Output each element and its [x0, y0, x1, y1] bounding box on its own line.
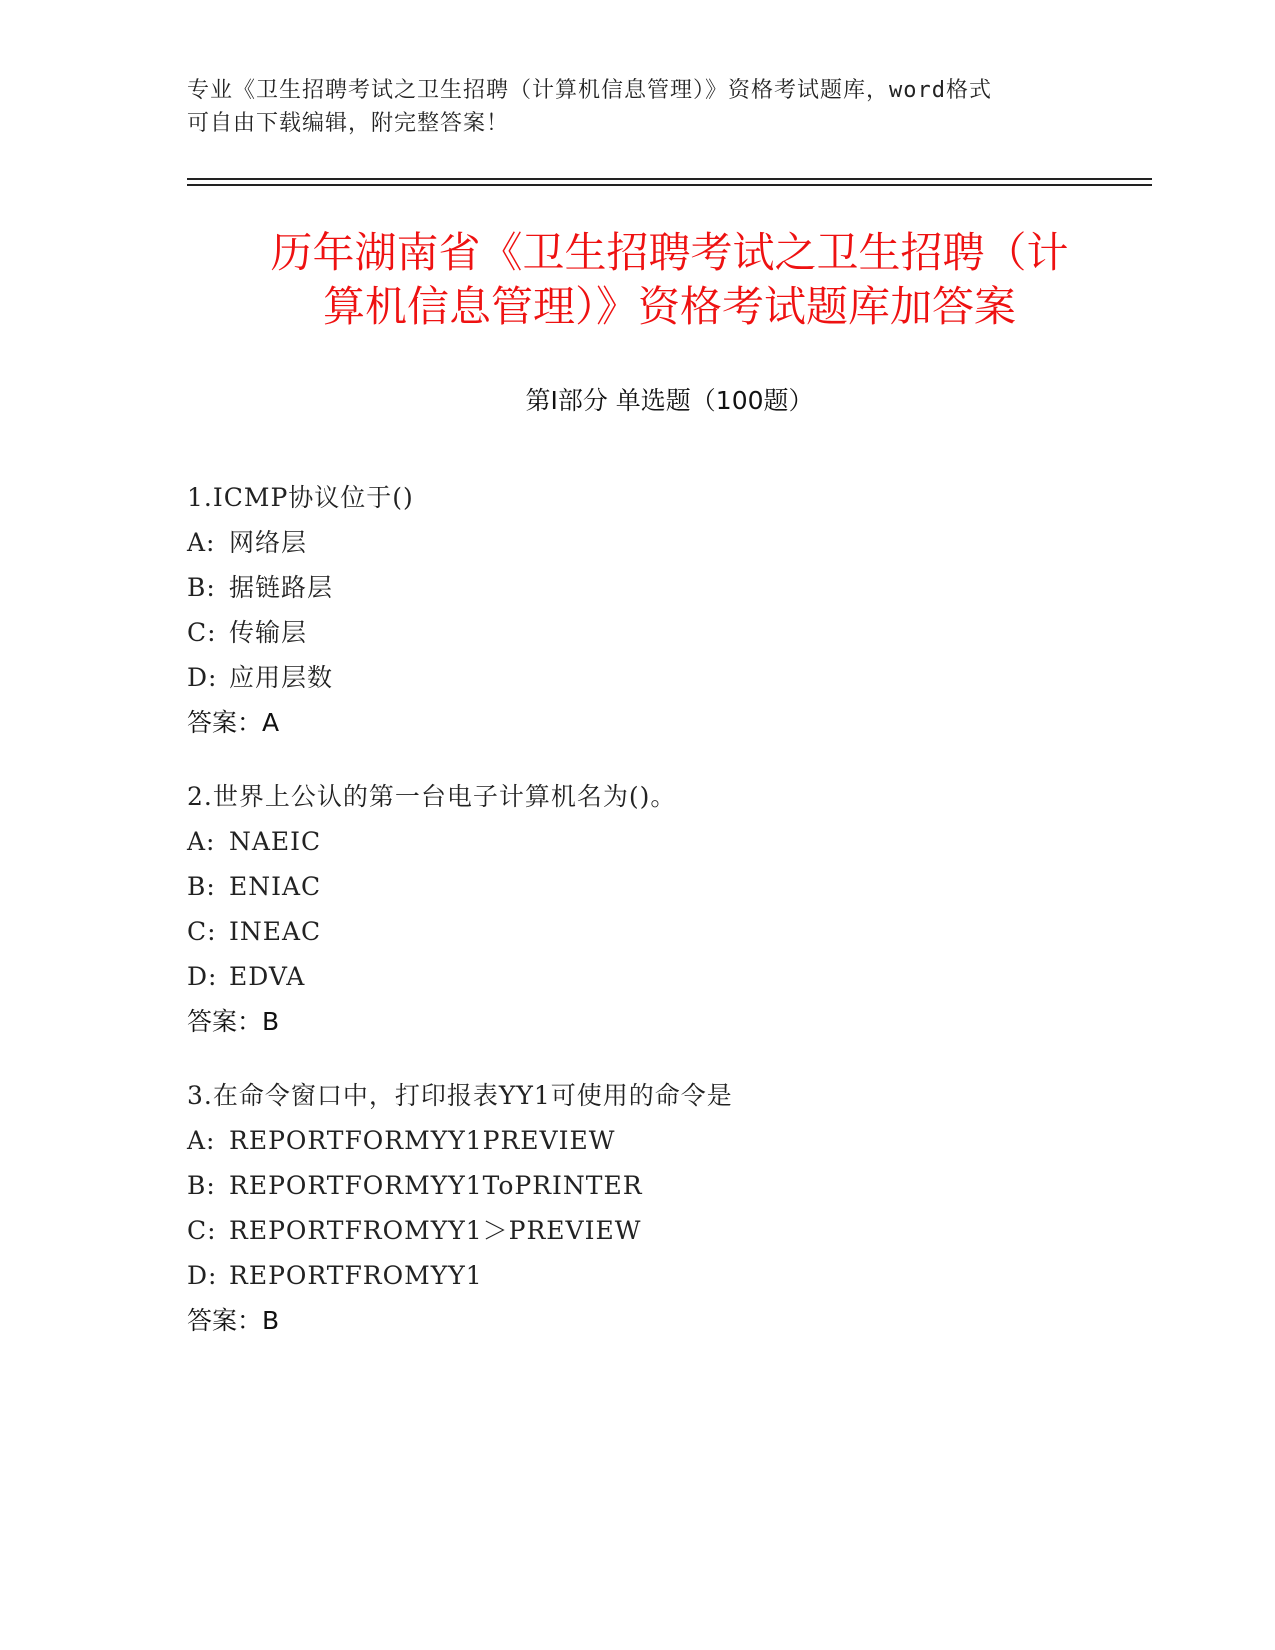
- option-d: [187, 1253, 1152, 1298]
- option-text: ENIAC: [229, 872, 322, 901]
- option-d: [187, 655, 1152, 700]
- option-label: D:: [187, 962, 218, 991]
- option-label: A:: [187, 827, 216, 856]
- question-3: [187, 1073, 1152, 1343]
- section-title: 第Ⅰ部分 单选题（100题）: [525, 386, 814, 415]
- option-text: 据链路层: [229, 573, 334, 602]
- option-b: [187, 1163, 1152, 1208]
- header-divider-bottom: [187, 184, 1152, 186]
- option-c: [187, 610, 1152, 655]
- option-label: D:: [187, 1261, 218, 1290]
- question-1: [187, 475, 1152, 745]
- option-label: B:: [187, 872, 216, 901]
- option-text: REPORTFORMYY1PREVIEW: [229, 1126, 616, 1155]
- option-label: D:: [187, 663, 218, 692]
- option-text: REPORTFORMYY1ToPRINTER: [229, 1171, 643, 1200]
- option-a: [187, 1118, 1152, 1163]
- option-text: 应用层数: [229, 663, 334, 692]
- option-a: [187, 819, 1152, 864]
- option-label: C:: [187, 618, 217, 647]
- question-text: 2.世界上公认的第一台电子计算机名为()。: [187, 782, 677, 811]
- answer-text: 答案：A: [187, 708, 280, 737]
- option-label: A:: [187, 528, 216, 557]
- option-text: 网络层: [229, 528, 308, 557]
- answer-text: 答案：B: [187, 1306, 280, 1335]
- option-text: 传输层: [229, 618, 308, 647]
- option-label: C:: [187, 917, 217, 946]
- header-note-line-1: 专业《卫生招聘考试之卫生招聘（计算机信息管理）》资格考试题库，word格式: [187, 78, 992, 103]
- answer-text: 答案：B: [187, 1007, 280, 1036]
- question-text: 1.ICMP协议位于(): [187, 483, 414, 512]
- option-a: [187, 520, 1152, 565]
- option-label: A:: [187, 1126, 216, 1155]
- option-text: EDVA: [229, 962, 306, 991]
- option-b: [187, 565, 1152, 610]
- option-b: [187, 864, 1152, 909]
- header-note-line-2: 可自由下载编辑，附完整答案！: [187, 111, 510, 136]
- document-title: [187, 226, 1152, 334]
- option-label: C:: [187, 1216, 217, 1245]
- option-text: NAEIC: [229, 827, 322, 856]
- document-title-line-2: 算机信息管理）》资格考试题库加答案: [322, 282, 1016, 331]
- option-text: REPORTFROMYY1＞PREVIEW: [229, 1216, 642, 1245]
- option-c: [187, 909, 1152, 954]
- option-label: B:: [187, 1171, 216, 1200]
- option-text: REPORTFROMYY1: [229, 1261, 483, 1290]
- header-divider-top: [187, 178, 1152, 180]
- option-c: [187, 1208, 1152, 1253]
- question-2: [187, 774, 1152, 1044]
- document-title-line-1: 历年湖南省《卫生招聘考试之卫生招聘（计: [270, 228, 1069, 277]
- option-label: B:: [187, 573, 216, 602]
- question-text: 3.在命令窗口中，打印报表YY1可使用的命令是: [187, 1081, 733, 1110]
- option-d: [187, 954, 1152, 999]
- question-list: [187, 475, 1152, 1372]
- option-text: INEAC: [229, 917, 322, 946]
- header-note: [187, 74, 1067, 140]
